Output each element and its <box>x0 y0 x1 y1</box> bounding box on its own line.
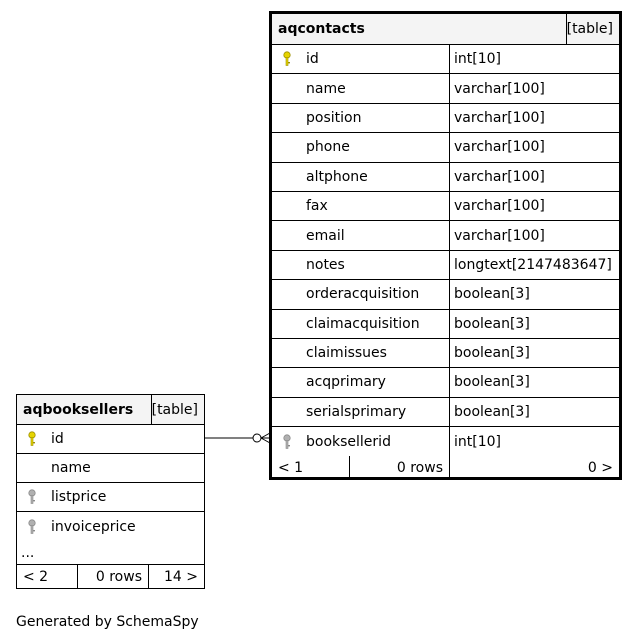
column-name: booksellerid <box>306 433 391 450</box>
column-type: varchar[100] <box>449 163 619 191</box>
column-type: varchar[100] <box>449 74 619 102</box>
parents-count: < 1 <box>278 460 304 477</box>
row-count: 0 rows <box>77 565 148 588</box>
column-type: boolean[3] <box>449 398 619 426</box>
column-name: claimacquisition <box>306 315 420 332</box>
column-name: listprice <box>51 489 107 505</box>
column-name: phone <box>306 139 350 156</box>
generated-by-caption: Generated by SchemaSpy <box>16 614 199 630</box>
column-name: name <box>51 460 91 476</box>
column-type: varchar[100] <box>449 104 619 132</box>
column-type: int[10] <box>449 427 619 456</box>
column-type: boolean[3] <box>449 280 619 308</box>
ellipsis: ... <box>21 544 35 561</box>
table-type-label: [table] <box>151 395 204 424</box>
children-count: 14 > <box>148 565 204 588</box>
column-name: acqprimary <box>306 374 386 391</box>
column-type: int[10] <box>449 45 619 73</box>
column-type: varchar[100] <box>449 192 619 220</box>
table-name: aqcontacts <box>278 21 365 37</box>
column-name: name <box>306 80 346 97</box>
column-name: email <box>306 227 345 244</box>
column-name: altphone <box>306 168 368 185</box>
table-name: aqbooksellers <box>23 401 134 418</box>
column-name: notes <box>306 256 345 273</box>
column-name: id <box>51 431 64 447</box>
column-name: fax <box>306 198 328 215</box>
parents-count: < 2 <box>23 568 49 585</box>
column-type: boolean[3] <box>449 310 619 338</box>
column-type: longtext[2147483647] <box>449 251 619 279</box>
row-count: 0 rows <box>349 456 449 480</box>
column-name: orderacquisition <box>306 286 420 303</box>
zero-optional-marker <box>253 434 261 442</box>
column-name: serialsprimary <box>306 403 407 420</box>
column-type: boolean[3] <box>449 368 619 396</box>
column-name: invoiceprice <box>51 518 136 535</box>
table-type-label: [table] <box>566 14 619 44</box>
column-name: id <box>306 51 319 68</box>
column-type: varchar[100] <box>449 133 619 161</box>
column-name: position <box>306 109 362 126</box>
column-name: claimissues <box>306 345 387 362</box>
children-count: 0 > <box>449 456 619 480</box>
column-type: boolean[3] <box>449 339 619 367</box>
column-type: varchar[100] <box>449 221 619 249</box>
crows-foot-marker <box>261 433 270 443</box>
